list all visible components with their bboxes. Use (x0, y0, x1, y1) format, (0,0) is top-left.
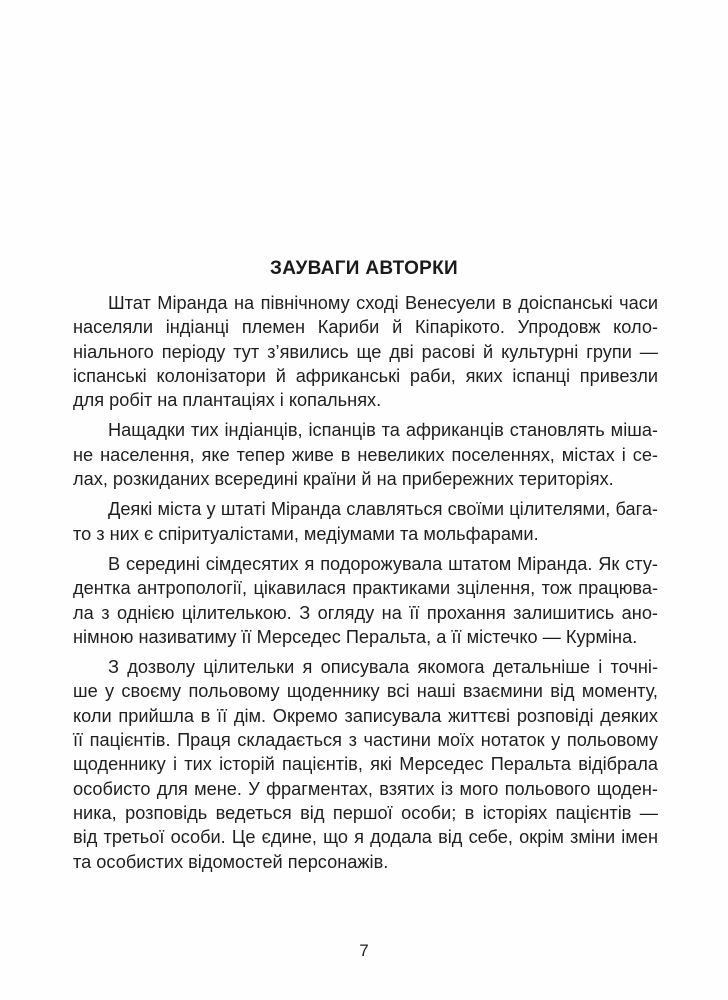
text-line: Деякі міста у штаті Міранда славляться своїми цілителями, бага- (108, 499, 658, 520)
text-line: то з них є спіритуалістами, медіумами та мольфарами. (73, 523, 539, 544)
text-line: та особистих відомостей персонажів. (73, 851, 389, 872)
text-line: ла з однією цілителькою. З огляду на її прохання залишитись ано- (73, 602, 658, 623)
text-line: особисто для мене. У фрагментах, взятих із мого польового щоден- (73, 778, 658, 799)
text-line: від третьої особи. Це єдине, що я додала від себе, окрім зміни імен (73, 827, 658, 848)
text-line: В середині сімдесятих я подорожувала штатом Міранда. Як сту- (108, 553, 658, 574)
text-line: ше у своєму польовому щоденнику всі наші взаємини від моменту, (73, 681, 658, 702)
text-line: її пацієнтів. Праця складається з частини моїх нотаток у польовому (73, 730, 658, 751)
text-line: Нащадки тих індіанців, іспанців та африканців становлять міша- (108, 420, 658, 441)
section-heading: ЗАУВАГИ АВТОРКИ (270, 258, 458, 279)
text-line: ника, розповідь ведеться від першої особи; в історіях пацієнтів — (73, 802, 658, 823)
text-line: ніального періоду тут з’явились ще дві расові й культурні групи — (73, 341, 658, 362)
paragraph (73, 497, 658, 546)
text-line: лах, розкиданих всередині країни й на прибережних територіях. (73, 469, 614, 490)
text-line: німною називатиму її Мерседес Перальта, а її містечко — Курміна. (73, 626, 638, 647)
text-line: іспанські колонізатори й африканські раби, яких іспанці привезли (73, 365, 658, 386)
body-text (73, 291, 658, 880)
paragraph (73, 418, 658, 491)
text-line: населяли індіанці племен Кариби й Кіпарікото. Упродовж коло- (73, 317, 658, 338)
text-line: для робіт на плантаціях і копальнях. (73, 390, 382, 411)
page-number: 7 (359, 941, 369, 960)
text-line: дентка антропології, цікавилася практиками зцілення, тож працюва- (73, 578, 658, 599)
text-line: З дозволу цілительки я описувала якомога детальніше і точні- (108, 657, 658, 678)
paragraph (73, 291, 658, 412)
paragraph (73, 552, 658, 649)
text-line: Штат Міранда на північному сході Венесуели в доіспанські часи (108, 293, 658, 313)
paragraph (73, 655, 658, 874)
text-line: не населення, яке тепер живе в невеликих поселеннях, містах і се- (73, 444, 658, 465)
text-line: коли прийшла в її дім. Окремо записувала життєві розповіді деяких (73, 705, 658, 726)
text-line: щоденнику і тих історій пацієнтів, які Мерседес Перальта відібрала (73, 754, 658, 775)
